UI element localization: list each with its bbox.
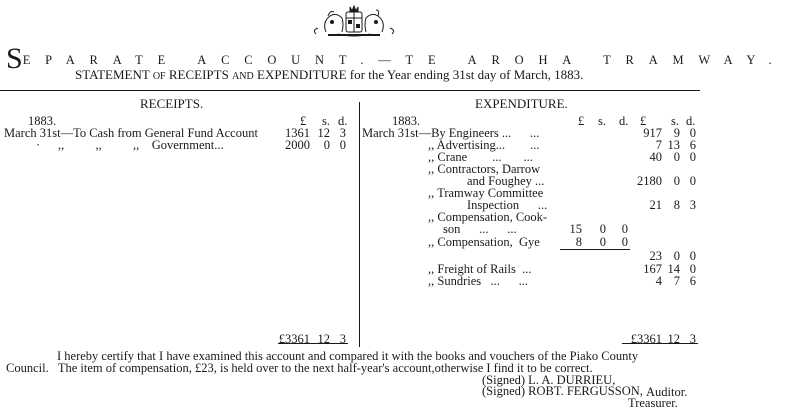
expenditure-row-pence: 0	[689, 249, 696, 263]
expenditure-row-label: son ... ...	[443, 222, 517, 236]
expenditure-row-inner-pence: 0	[621, 222, 628, 236]
receipts-row-label: March 31st—To Cash from General Fund Account	[4, 126, 258, 140]
receipts-header-shillings: s.	[322, 114, 330, 128]
expenditure-row-label: ,, Crane ... ...	[428, 150, 533, 164]
expenditure-row-label: ,, Tramway Committee	[428, 186, 544, 200]
expenditure-row-pounds: 2180	[637, 174, 662, 188]
expenditure-row-shillings: 7	[673, 274, 680, 288]
receipts-header-pence: d.	[338, 114, 348, 128]
expenditure-row-pence: 6	[689, 138, 696, 152]
expenditure-total-pence: 3	[689, 332, 696, 346]
receipts-total-pence: 3	[339, 332, 346, 346]
receipts-dot-mark: ·	[36, 138, 41, 152]
column-divider	[359, 102, 360, 347]
expenditure-row-shillings: 0	[673, 174, 680, 188]
receipts-row-pounds: 1361	[285, 126, 310, 140]
expenditure-row-label: ,, Contractors, Darrow	[428, 162, 541, 176]
expenditure-row-label: ,, Freight of Rails ...	[428, 262, 532, 276]
expenditure-row-shillings: 0	[673, 249, 680, 263]
expenditure-row-pounds: 917	[643, 126, 662, 140]
certification-line-2: Council. The item of compensation, £23, is held over to the next half-year's account,otherwise I find it to be correct.	[6, 361, 593, 375]
expenditure-row-label: Inspection ...	[467, 198, 548, 212]
receipts-row-pence: 3	[339, 126, 346, 140]
expenditure-row-label: ,, Advertising... ...	[428, 138, 540, 152]
expenditure-row-pence: 0	[689, 150, 696, 164]
title-initial: S	[6, 42, 23, 75]
receipts-header-pounds: £	[300, 114, 307, 128]
expenditure-row-inner-pounds: 8	[575, 235, 582, 249]
expenditure-row-pence: 0	[689, 174, 696, 188]
expenditure-heading: EXPENDITURE.	[475, 96, 568, 111]
statement-word-5: EXPENDITURE for the Year ending 31st day of March, 1883.	[257, 67, 584, 82]
signature-treasurer-role: Treasurer.	[628, 396, 678, 410]
expenditure-row-inner-pounds: 15	[569, 222, 582, 236]
expenditure-year: 1883.	[392, 114, 421, 128]
expenditure-row-shillings: 8	[673, 198, 680, 212]
expenditure-row-pounds: 167	[643, 262, 662, 276]
expenditure-header-shillings-inner: s.	[598, 114, 606, 128]
expenditure-row-shillings: 14	[667, 262, 680, 276]
coat-of-arms-emblem	[308, 4, 400, 40]
expenditure-row-inner-shillings: 0	[599, 222, 606, 236]
statement-word-1: STATEMENT	[75, 67, 150, 82]
expenditure-row-pounds: 7	[655, 138, 662, 152]
expenditure-total-pounds: £3361	[630, 332, 662, 346]
expenditure-row-shillings: 9	[673, 126, 680, 140]
signature-auditor-role: Auditor.	[646, 385, 688, 399]
receipts-total-shillings: 12	[317, 332, 330, 346]
expenditure-header-pounds-inner: £	[578, 114, 585, 128]
title-text: EPARATE ACCOUNT.—TE AROHA TRAMWAY.	[22, 53, 786, 67]
expenditure-header-shillings: s.	[671, 114, 679, 128]
receipts-row-pounds: 2000	[285, 138, 310, 152]
expenditure-header-pence: d.	[686, 114, 696, 128]
signature-treasurer: (Signed) ROBT. FERGUSSON,	[482, 384, 643, 398]
expenditure-row-label: March 31st—By Engineers ... ...	[362, 126, 540, 140]
top-rule	[0, 90, 700, 91]
expenditure-row-inner-shillings: 0	[599, 235, 606, 249]
receipts-row-label: ,, ,, ,, Government...	[58, 138, 224, 152]
expenditure-row-shillings: 13	[667, 138, 680, 152]
expenditure-row-pounds: 40	[649, 150, 662, 164]
expenditure-row-pence: 3	[689, 198, 696, 212]
receipts-year: 1883.	[28, 114, 57, 128]
expenditure-row-pounds: 4	[655, 274, 662, 288]
receipts-total-pounds: £3361	[278, 332, 310, 346]
certification-line-1: I hereby certify that I have examined this account and compared it with the books and vouchers of the Piako County	[57, 349, 639, 363]
expenditure-row-label: ,, Compensation, Cook-	[428, 210, 548, 224]
expenditure-row-label: ,, Compensation, Gye	[428, 235, 540, 249]
statement-word-4: AND	[232, 71, 254, 82]
receipts-row-shillings: 12	[317, 126, 330, 140]
expenditure-row-pence: 6	[689, 274, 696, 288]
expenditure-row-shillings: 0	[673, 150, 680, 164]
statement-word-3: RECEIPTS	[168, 67, 229, 82]
statement-subtitle	[75, 68, 583, 82]
receipts-row-pence: 0	[339, 138, 346, 152]
receipts-heading: RECEIPTS.	[140, 96, 204, 111]
expenditure-row-pounds: 23	[649, 249, 662, 263]
receipts-row-shillings: 0	[323, 138, 330, 152]
expenditure-header-pence-inner: d.	[619, 114, 629, 128]
expenditure-row-pence: 0	[689, 262, 696, 276]
expenditure-row-label: and Foughey ...	[467, 174, 545, 188]
signature-auditor: (Signed) L. A. DURRIEU,	[482, 373, 616, 387]
expenditure-row-label: ,, Sundries ... ...	[428, 274, 528, 288]
expenditure-row-pence: 0	[689, 126, 696, 140]
compensation-subtotal-rule	[560, 249, 630, 250]
expenditure-total-shillings: 12	[667, 332, 680, 346]
expenditure-header-pounds: £	[640, 114, 647, 128]
expenditure-row-pounds: 21	[649, 198, 662, 212]
statement-word-2: OF	[152, 71, 166, 82]
expenditure-row-inner-pence: 0	[621, 235, 628, 249]
